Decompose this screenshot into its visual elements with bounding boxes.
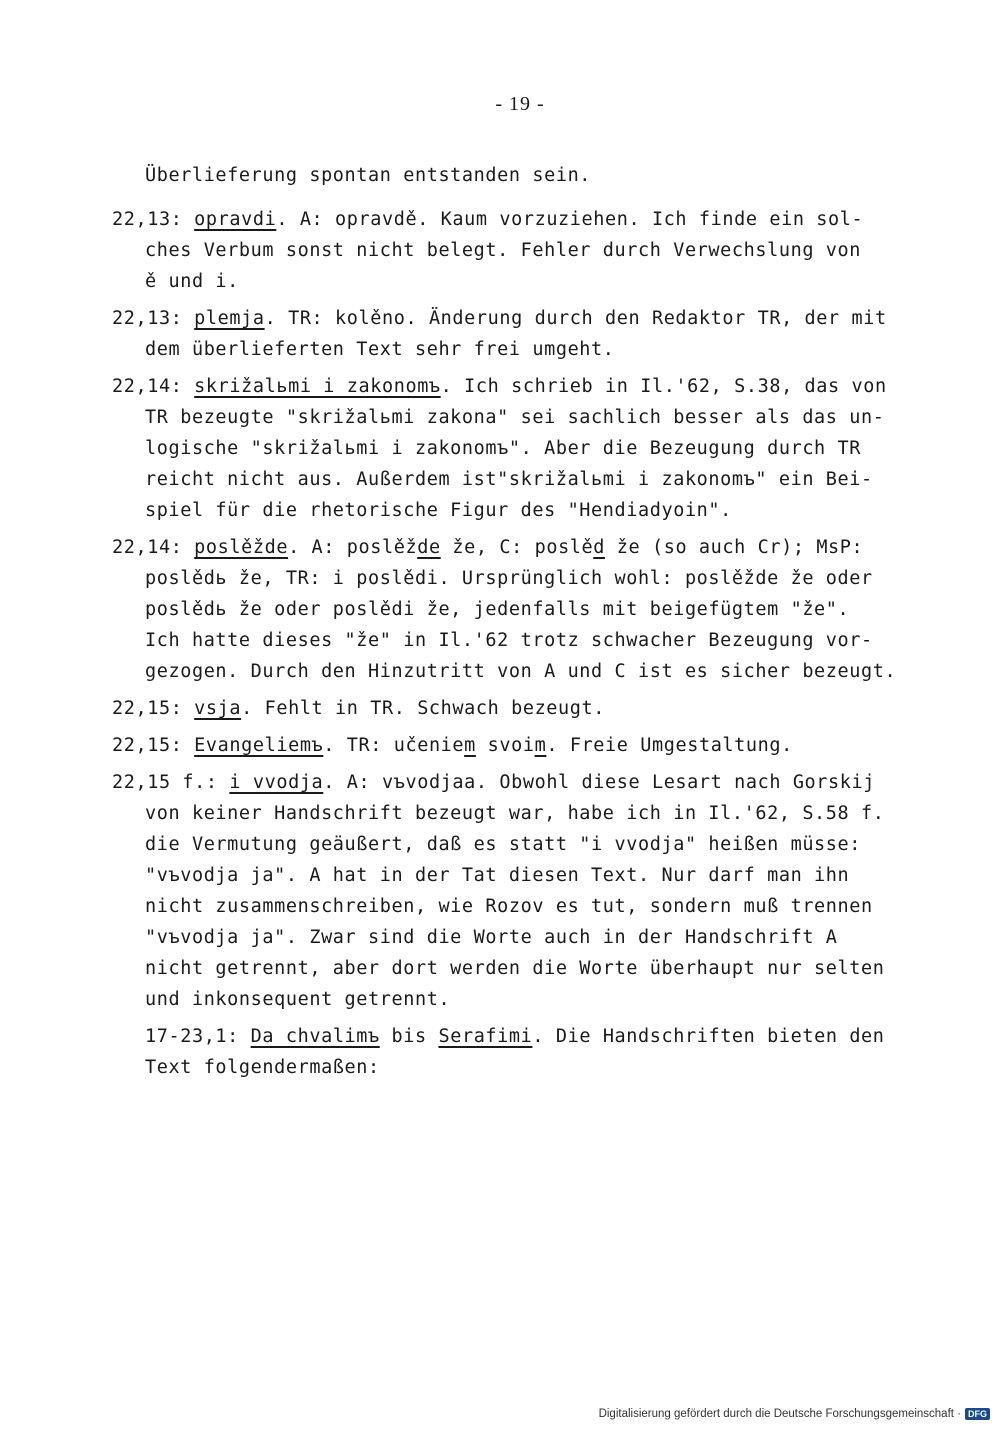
- text-run: 22,13:: [112, 308, 195, 329]
- text-run: . A: vъvodjaa. Obwohl diese Lesart nach Gorskij: [323, 772, 875, 793]
- text-line: [145, 1052, 380, 1083]
- underlined-lemma: plemja: [194, 308, 265, 329]
- text-run: . Die Handschriften bieten den: [532, 1026, 885, 1047]
- text-run: Ich hatte dieses "že" in Il.'62 trotz schwacher Bezeugung vor-: [145, 630, 873, 651]
- text-run: von keiner Handschrift bezeugt war, habe ich in Il.'62, S.58 f.: [145, 803, 885, 824]
- text-line: [112, 693, 605, 724]
- text-line: [112, 730, 793, 761]
- text-run: . Ich schrieb in Il.'62, S.38, das von: [440, 376, 887, 397]
- text-run: 17-23,1:: [145, 1026, 251, 1047]
- text-line: [112, 204, 863, 235]
- text-run: . TR: kolěno. Änderung durch den Redaktor TR, der mit: [264, 308, 887, 329]
- text-line: [145, 433, 861, 464]
- text-line: [145, 402, 885, 433]
- text-line: [145, 235, 861, 266]
- text-run: dem überlieferten Text sehr frei umgeht.: [145, 339, 615, 360]
- text-run: 22,13:: [112, 209, 195, 230]
- text-line: [145, 798, 885, 829]
- footer-credit: Digitalisierung gefördert durch die Deutsche Forschungsgemeinschaft ·: [598, 1408, 961, 1420]
- text-run: nicht getrennt, aber dort werden die Worte überhaupt nur selten: [145, 958, 885, 979]
- text-run: ě und i.: [145, 271, 239, 292]
- text-run: 22,15 f.:: [112, 772, 230, 793]
- text-run: "vъvodja ja". A hat in der Tat diesen Text. Nur darf man ihn: [145, 865, 850, 886]
- text-line: [145, 266, 239, 297]
- text-line: [145, 1021, 885, 1052]
- text-run: Text folgendermaßen:: [145, 1057, 380, 1078]
- text-run: . TR: učenie: [323, 735, 465, 756]
- text-line: [145, 984, 450, 1015]
- text-line: [145, 563, 873, 594]
- text-line: [145, 922, 838, 953]
- text-run: nicht zusammenschreiben, wie Rozov es tut, sondern muß trennen: [145, 896, 873, 917]
- text-line: [112, 767, 875, 798]
- underlined-lemma: m: [534, 735, 547, 756]
- text-run: poslědь že oder poslědi že, jedenfalls mit beigefügtem "že".: [145, 599, 850, 620]
- text-run: svoi: [475, 735, 535, 756]
- text-run: "vъvodja ja". Zwar sind die Worte auch in der Handschrift A: [145, 927, 838, 948]
- text-line: [112, 371, 887, 402]
- text-run: bis: [379, 1026, 439, 1047]
- text-run: reicht nicht aus. Außerdem ist"skrižalьmi i zakonomъ" ein Bei-: [145, 469, 873, 490]
- text-run: 22,15:: [112, 735, 195, 756]
- underlined-lemma: vsja: [194, 698, 242, 719]
- text-line: [145, 594, 849, 625]
- text-line: [145, 656, 896, 687]
- text-run: že (so auch Cr); MsP:: [605, 537, 864, 558]
- text-line: [112, 303, 887, 334]
- text-line: [112, 532, 863, 563]
- underlined-lemma: m: [464, 735, 476, 756]
- text-run: ches Verbum sonst nicht belegt. Fehler durch Verwechslung von: [145, 240, 862, 261]
- text-line: [145, 160, 591, 191]
- footer: [599, 1408, 990, 1420]
- underlined-lemma: Evangeliemъ: [194, 735, 324, 756]
- text-line: [145, 891, 873, 922]
- dfg-logo-icon: DFG: [965, 1408, 990, 1420]
- text-run: . Fehlt in TR. Schwach bezeugt.: [241, 698, 606, 719]
- text-line: [145, 860, 849, 891]
- page-number: - 19 -: [495, 93, 545, 115]
- underlined-lemma: d: [593, 537, 606, 558]
- underlined-lemma: opravdi: [194, 209, 277, 230]
- text-run: že, C: poslě: [440, 537, 594, 558]
- underlined-lemma: Da chvalimъ: [250, 1026, 380, 1047]
- text-run: . A: opravdě. Kaum vorzuziehen. Ich finde ein sol-: [276, 209, 864, 230]
- underlined-lemma: poslěžde: [194, 537, 289, 558]
- text-run: 22,14:: [112, 376, 195, 397]
- text-line: [145, 464, 873, 495]
- underlined-lemma: i vvodja: [229, 772, 324, 793]
- text-line: [145, 495, 732, 526]
- text-run: . Freie Umgestaltung.: [546, 735, 793, 756]
- text-line: [145, 829, 861, 860]
- text-run: 22,15:: [112, 698, 195, 719]
- text-line: [145, 625, 873, 656]
- text-run: und inkonsequent getrennt.: [145, 989, 451, 1010]
- underlined-lemma: Serafimi: [438, 1026, 533, 1047]
- text-run: 22,14:: [112, 537, 195, 558]
- text-run: gezogen. Durch den Hinzutritt von A und C ist es sicher bezeugt.: [145, 661, 897, 682]
- underlined-lemma: skrižalьmi i zakonomъ: [194, 376, 441, 397]
- text-line: [145, 334, 615, 365]
- text-run: . A: poslěž: [288, 537, 418, 558]
- text-run: die Vermutung geäußert, daß es statt "i vvodja" heißen müsse:: [145, 834, 862, 855]
- text-line: [145, 953, 885, 984]
- text-run: Überlieferung spontan entstanden sein.: [145, 165, 592, 186]
- text-run: poslědь že, TR: i poslědi. Ursprünglich wohl: poslěžde že oder: [145, 568, 873, 589]
- text-run: TR bezeugte "skrižalьmi zakona" sei sachlich besser als das un-: [145, 407, 885, 428]
- text-run: spiel für die rhetorische Figur des "Hendiadyoin".: [145, 500, 732, 521]
- underlined-lemma: de: [417, 537, 441, 558]
- text-run: logische "skrižalьmi i zakonomъ". Aber die Bezeugung durch TR: [145, 438, 862, 459]
